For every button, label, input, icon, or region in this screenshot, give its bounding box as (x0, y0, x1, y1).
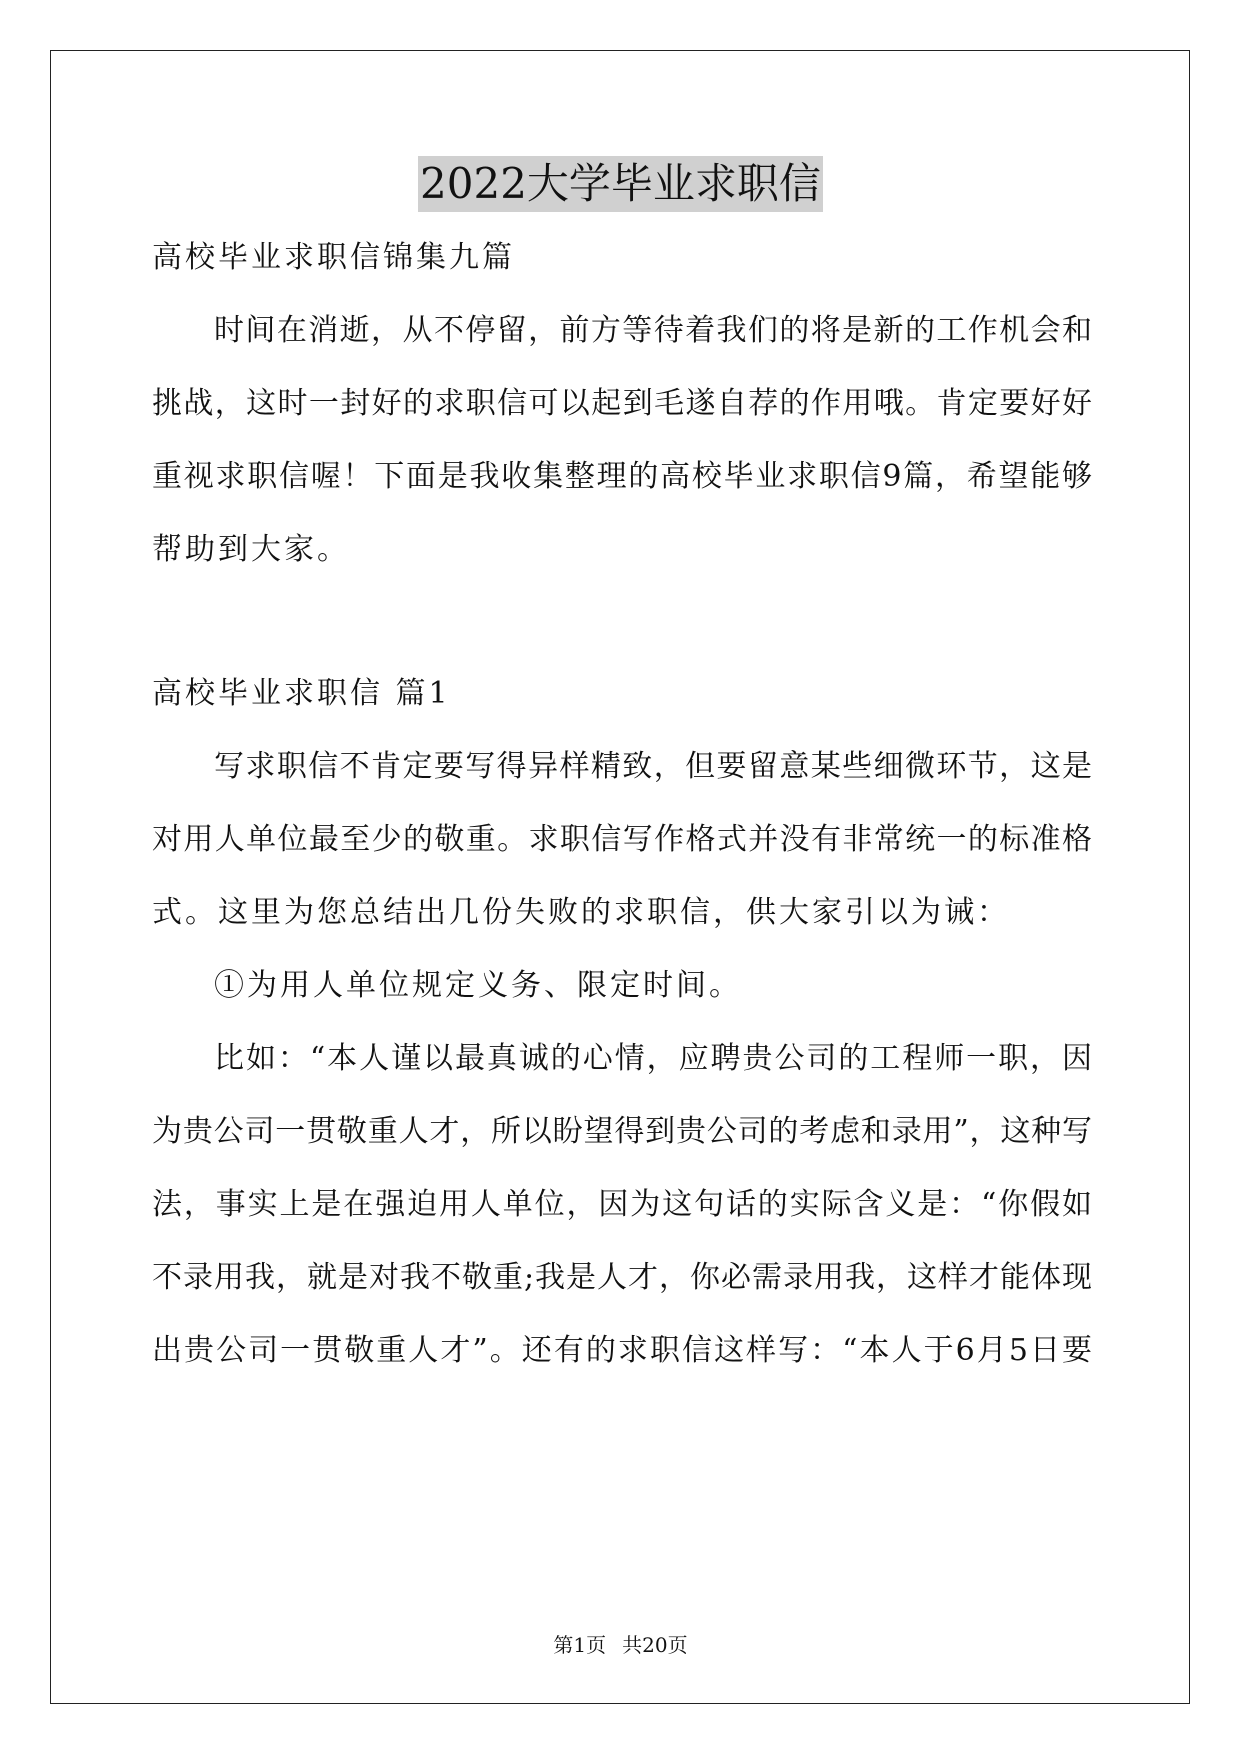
para2-line-4: 不录用我，就是对我不敬重;我是人才，你必需录用我，这样才能体现 (152, 1260, 1092, 1295)
page-border (50, 50, 1190, 1704)
section-heading: 高校毕业求职信 篇1 (152, 676, 451, 711)
para1-line-3: 式。这里为您总结出几份失败的求职信，供大家引以为诫： (152, 895, 1010, 930)
page-number: 第1页 (553, 1633, 607, 1657)
title-container (0, 156, 1241, 212)
para1-line-2: 对用人单位最至少的敬重。求职信写作格式并没有非常统一的标准格 (152, 822, 1092, 857)
para2-line-5: 出贵公司一贯敬重人才”。还有的求职信这样写：“本人于6月5日要 (152, 1333, 1092, 1368)
page-total: 共20页 (622, 1633, 688, 1657)
intro-line-1: 时间在消逝，从不停留，前方等待着我们的将是新的工作机会和 (214, 313, 1092, 348)
para2-line-3: 法，事实上是在强迫用人单位，因为这句话的实际含义是：“你假如 (152, 1187, 1092, 1222)
para1-line-1: 写求职信不肯定要写得异样精致，但要留意某些细微环节，这是 (214, 749, 1092, 784)
document-title: 2022大学毕业求职信 (418, 156, 823, 212)
intro-line-2: 挑战，这时一封好的求职信可以起到毛遂自荐的作用哦。肯定要好好 (152, 386, 1092, 421)
intro-line-4: 帮助到大家。 (152, 532, 350, 567)
subtitle: 高校毕业求职信锦集九篇 (152, 240, 515, 275)
list-item-1: ①为用人单位规定义务、限定时间。 (214, 968, 742, 1003)
intro-line-3: 重视求职信喔！下面是我收集整理的高校毕业求职信9篇，希望能够 (152, 459, 1092, 494)
para2-line-1: 比如：“本人谨以最真诚的心情，应聘贵公司的工程师一职，因 (214, 1041, 1092, 1076)
page-footer (0, 1632, 1241, 1658)
para2-line-2: 为贵公司一贯敬重人才，所以盼望得到贵公司的考虑和录用”，这种写 (152, 1114, 1092, 1149)
